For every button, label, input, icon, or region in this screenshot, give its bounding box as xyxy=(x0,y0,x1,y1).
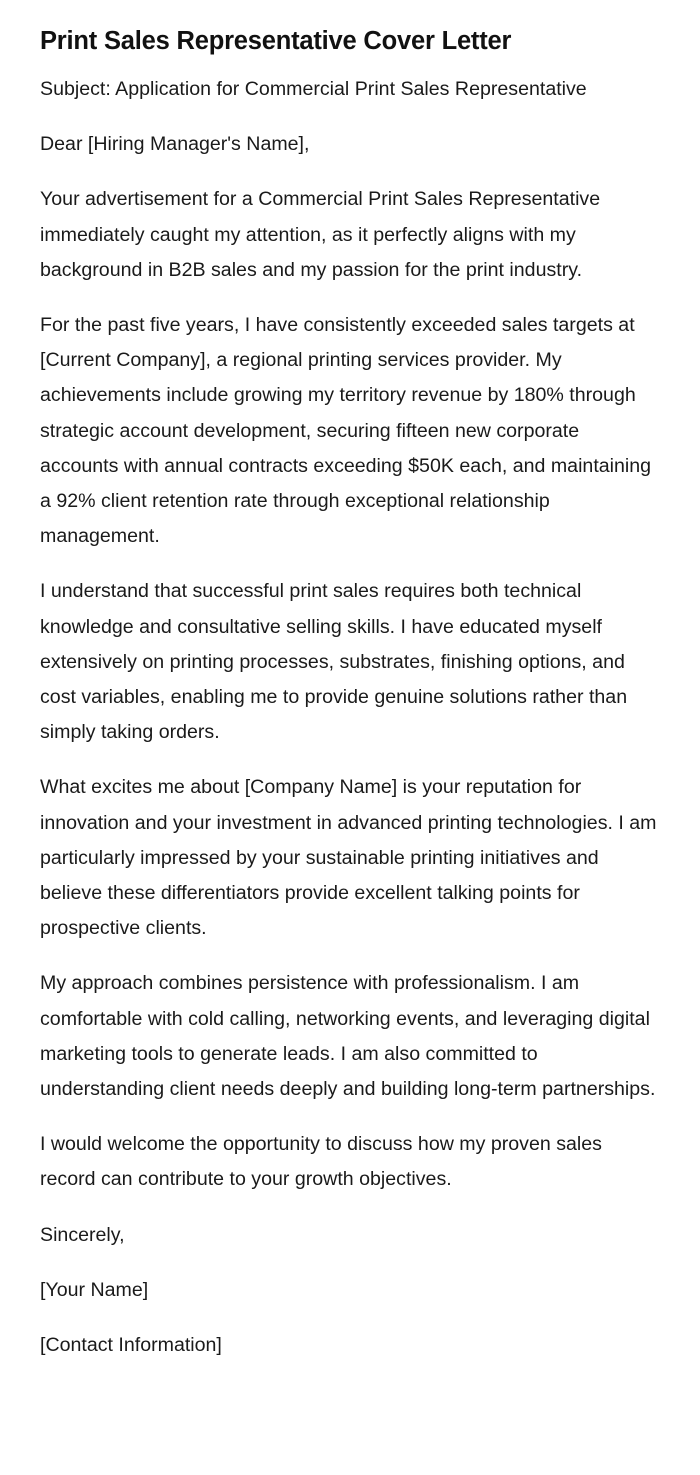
body-paragraph-closing: I would welcome the opportunity to discuss how my proven sales record can contribute to your growth objectives. xyxy=(40,1133,602,1191)
body-paragraph-intro: Your advertisement for a Commercial Print Sales Representative immediately caught my attention, as it perfectly aligns with my background in B2B sales and my passion for the print industry. xyxy=(40,188,601,281)
body-paragraph-company: What excites me about [Company Name] is your reputation for innovation and your investment in advanced printing technologies. I am particularly impressed by your sustainable printing initiatives and believe these differentiators provide excellent talking points for prospective clients. xyxy=(40,776,657,940)
contact-information: [Contact Information] xyxy=(40,1334,222,1357)
document-title: Print Sales Representative Cover Letter xyxy=(40,27,512,55)
subject-line: Subject: Application for Commercial Print Sales Representative xyxy=(40,78,587,100)
signature-name: [Your Name] xyxy=(40,1278,149,1301)
salutation: Dear [Hiring Manager's Name], xyxy=(40,133,310,156)
body-paragraph-approach: My approach combines persistence with professionalism. I am comfortable with cold calling, networking events, and leveraging digital marketing tools to generate leads. I am also committed to understanding client needs deeply and building long-term partnerships. xyxy=(40,972,656,1101)
body-paragraph-achievements: For the past five years, I have consistently exceeded sales targets at [Current Company], a regional printing services provider. My achievements include growing my territory revenue by 180% through strategic account development, securing fifteen new corporate accounts with annual contracts exceeding $50K each, and maintaining a 92% client retention rate through exceptional relationship management. xyxy=(40,314,652,548)
body-paragraph-skills: I understand that successful print sales requires both technical knowledge and consultative selling skills. I have educated myself extensively on printing processes, substrates, finishing options, and cost variables, enabling me to provide genuine solutions rather than simply taking orders. xyxy=(40,580,628,744)
closing-signoff: Sincerely, xyxy=(40,1223,125,1246)
